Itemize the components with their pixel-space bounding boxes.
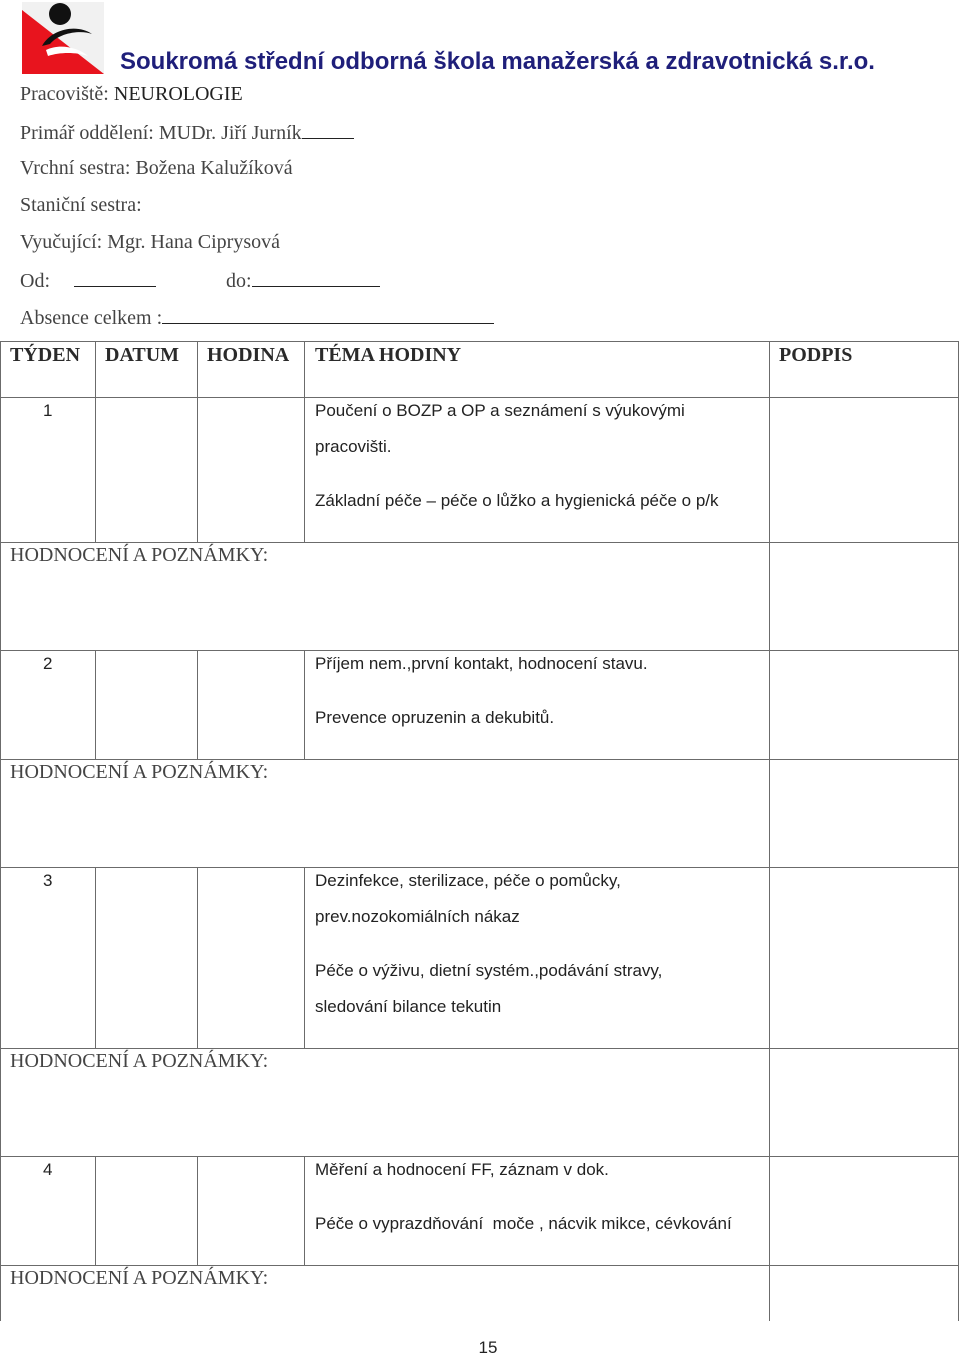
from-label: Od: — [20, 270, 50, 292]
ward-nurse-line — [20, 194, 142, 217]
evaluation-label: HODNOCENÍ A POZNÁMKY: — [10, 544, 269, 566]
workplace-line — [20, 83, 243, 106]
evaluation-label: HODNOCENÍ A POZNÁMKY: — [10, 761, 269, 783]
absence-line — [20, 305, 494, 330]
col-header-week: TÝDEN — [10, 344, 81, 366]
col-header-hour: HODINA — [207, 344, 290, 366]
topic-line: Poučení o BOZP a OP a seznámení s výukovými — [315, 401, 685, 420]
teacher-value: Mgr. Hana Ciprysová — [107, 231, 280, 253]
week-number: 1 — [43, 401, 53, 420]
topic-line: Příjem nem.,první kontakt, hodnocení stavu. — [315, 654, 648, 673]
week-number: 4 — [43, 1160, 53, 1179]
head-physician-label: Primář oddělení: — [20, 122, 159, 144]
evaluation-label: HODNOCENÍ A POZNÁMKY: — [10, 1050, 269, 1072]
week-number: 3 — [43, 871, 53, 890]
topic-line: Měření a hodnocení FF, záznam v dok. — [315, 1160, 609, 1179]
teacher-line — [20, 231, 280, 254]
teacher-label: Vyučující: — [20, 231, 108, 253]
col-header-topic: TÉMA HODINY — [315, 344, 462, 366]
from-field[interactable] — [74, 268, 156, 287]
head-physician-underline — [302, 120, 354, 139]
to-label: do: — [226, 270, 252, 292]
head-physician-value: MUDr. Jiří Jurník — [158, 122, 302, 144]
date-range-line — [20, 268, 380, 293]
col-header-signature: PODPIS — [779, 344, 853, 366]
workplace-label: Pracoviště: — [20, 83, 114, 105]
head-nurse-label: Vrchní sestra: — [20, 157, 136, 179]
head-nurse-line — [20, 157, 293, 180]
absence-label: Absence celkem : — [20, 307, 163, 329]
evaluation-label: HODNOCENÍ A POZNÁMKY: — [10, 1267, 269, 1289]
topic-line: Péče o vyprazdňování moče , nácvik mikce, cévkování — [315, 1214, 732, 1233]
head-physician-line — [20, 120, 354, 145]
topic-line: Péče o výživu, dietní systém.,podávání stravy, — [315, 961, 663, 980]
topic-line: pracovišti. — [315, 437, 392, 456]
topic-line: Prevence opruzenin a dekubitů. — [315, 708, 555, 727]
topic-line: Základní péče – péče o lůžko a hygienická péče o p/k — [315, 491, 719, 510]
workplace-value: NEUROLOGIE — [113, 83, 243, 105]
ward-nurse-label: Staniční sestra: — [20, 194, 142, 216]
absence-field[interactable] — [162, 305, 494, 324]
school-logo — [20, 0, 106, 76]
school-name: Soukromá střední odborná škola manažerská a zdravotnická s.r.o. — [120, 48, 875, 75]
to-field[interactable] — [252, 268, 380, 287]
topic-line: sledování bilance tekutin — [315, 997, 502, 1016]
week-number: 2 — [43, 654, 53, 673]
head-nurse-value: Božena Kalužíková — [135, 157, 293, 179]
col-header-date: DATUM — [105, 344, 180, 366]
topic-line: Dezinfekce, sterilizace, péče o pomůcky, — [315, 871, 621, 890]
page-number: 15 — [478, 1338, 498, 1357]
topic-line: prev.nozokomiálních nákaz — [315, 907, 520, 926]
